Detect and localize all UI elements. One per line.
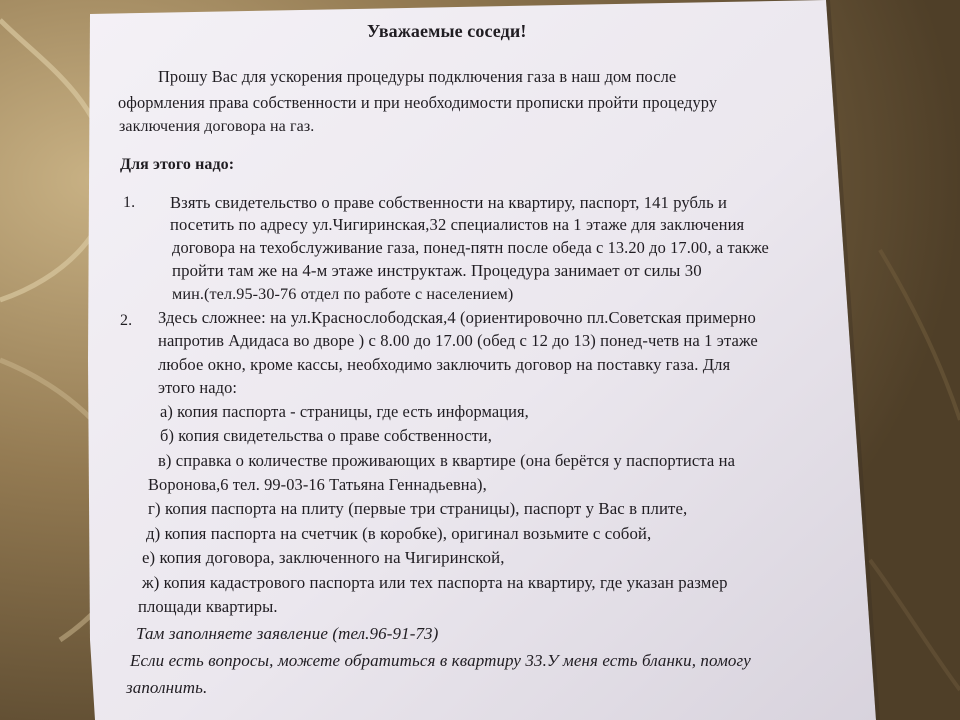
closing-line-2: Если есть вопросы, можете обратиться в квартиру 33.У меня есть бланки, помогу [130, 651, 751, 670]
item-2-line-2: напротив Адидаса во дворе ) с 8.00 до 17.00 (обед с 12 до 13) понед-четв на 1 этаже [158, 331, 758, 350]
intro-line-3: заключения договора на газ. [119, 118, 315, 135]
item-1-line-2: посетить по адресу ул.Чигиринская,32 специалистов на 1 этаже для заключения [170, 215, 745, 234]
item-2-line-3: любое окно, кроме кассы, необходимо заключить договор на поставку газа. Для [158, 355, 731, 374]
section-heading: Для этого надо: [120, 156, 235, 173]
subitem-g: г) копия паспорта на плиту (первые три страницы), паспорт у Вас в плите, [148, 499, 688, 518]
intro-line-1: Прошу Вас для ускорения процедуры подключения газа в наш дом после [158, 67, 677, 86]
subitem-d: д) копия паспорта на счетчик (в коробке), оригинал возьмите с собой, [146, 524, 652, 543]
item-1-line-3: договора на техобслуживание газа, понед-пятн после обеда с 13.20 до 17.00, а также [172, 238, 769, 257]
item-2-line-4: этого надо: [158, 378, 238, 397]
subitem-zh-line-1: ж) копия кадастрового паспорта или тех паспорта на квартиру, где указан размер [142, 573, 728, 592]
closing-line-3: заполнить. [126, 678, 208, 697]
subitem-e: е) копия договора, заключенного на Чигиринской, [142, 548, 505, 567]
item-1-line-4: пройти там же на 4-м этаже инструктаж. Процедура занимает от силы 30 [172, 261, 702, 280]
subitem-a: а) копия паспорта - страницы, где есть информация, [160, 402, 529, 421]
subitem-v-line-2: Воронова,6 тел. 99-03-16 Татьяна Геннадьевна), [148, 475, 487, 494]
item-2-number: 2. [120, 312, 133, 329]
letter-title: Уважаемые соседи! [367, 21, 527, 41]
item-1-number: 1. [123, 194, 136, 211]
subitem-b: б) копия свидетельства о праве собственности, [160, 426, 492, 445]
item-1-line-1: Взять свидетельство о праве собственности на квартиру, паспорт, 141 рубль и [170, 193, 727, 212]
closing-line-1: Там заполняете заявление (тел.96-91-73) [136, 624, 439, 643]
subitem-zh-line-2: площади квартиры. [138, 597, 278, 616]
item-1-line-5: мин.(тел.95-30-76 отдел по работе с населением) [172, 285, 514, 303]
intro-line-2: оформления права собственности и при необходимости прописки пройти процедуру [118, 93, 718, 112]
subitem-v-line-1: в) справка о количестве проживающих в квартире (она берётся у паспортиста на [158, 451, 736, 470]
item-2-line-1: Здесь сложнее: на ул.Краснослободская,4 (ориентировочно пл.Советская примерно [158, 308, 756, 327]
